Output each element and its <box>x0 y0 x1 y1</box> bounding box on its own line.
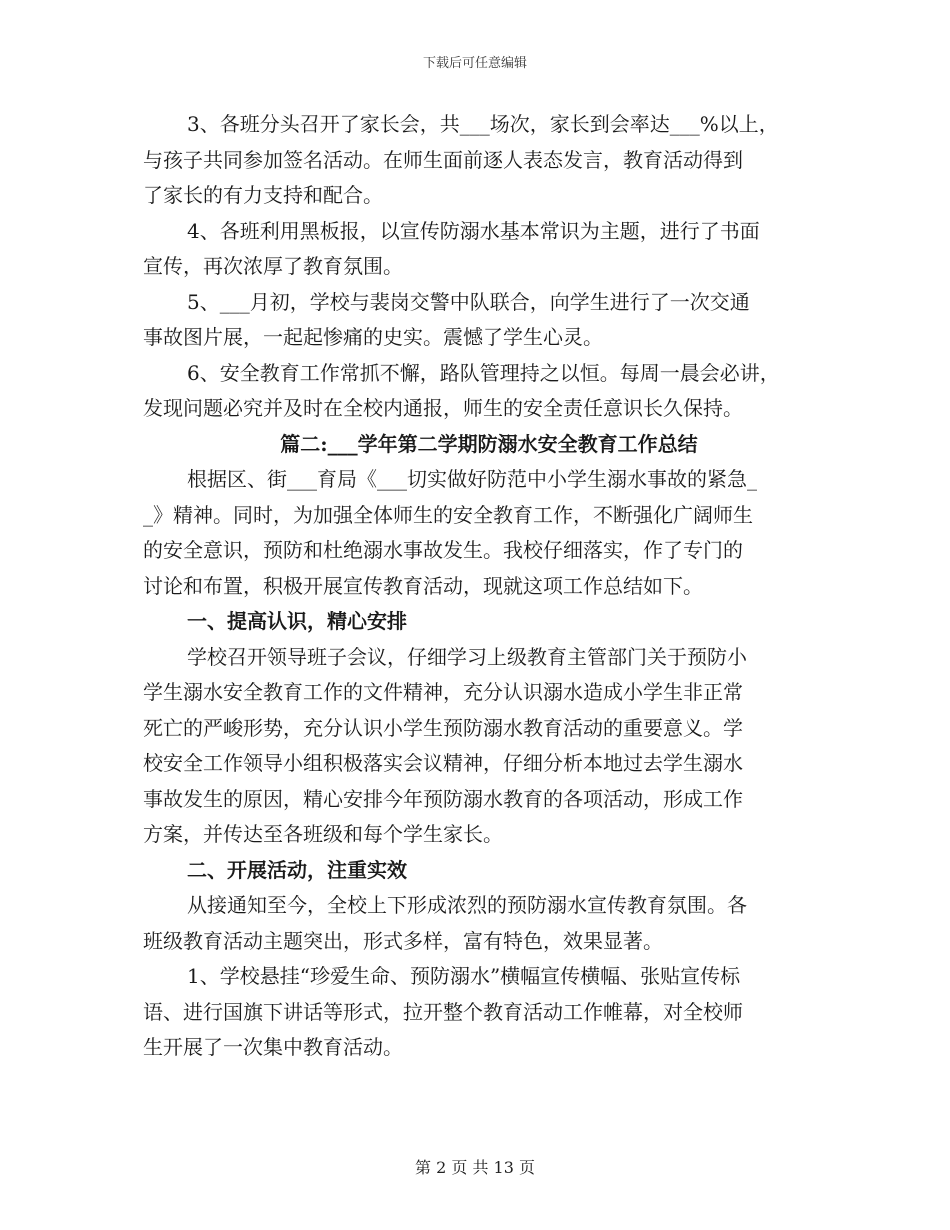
page-header: 下载后可任意编辑 <box>422 56 527 71</box>
text-line: 发现问题必究并及时在全校内通报，师生的安全责任意识长久保持。 <box>143 396 743 420</box>
text-line: 3、各班分头召开了家长会，共___场次，家长到会率达___%以上， <box>187 112 779 136</box>
text-line: 语、进行国旗下讲话等形式，拉开整个教育活动工作帷幕，对全校师 <box>143 999 743 1024</box>
text-line: 6、安全教育工作常抓不懈，路队管理持之以恒。每周一晨会必讲， <box>187 360 780 385</box>
document-body <box>143 107 815 1066</box>
page-footer: 第 2 页 共 13 页 <box>415 1158 535 1177</box>
text-line: 学生溺水安全教育工作的文件精神，充分认识溺水造成小学生非正常 <box>143 680 743 704</box>
text-line: _》精神。同时，为加强全体师生的安全教育工作，不断强化广阔师生 <box>143 502 753 527</box>
section-heading: 一、提高认识，精心安排 <box>187 609 407 633</box>
text-line: 班级教育活动主题突出，形式多样，富有特色，效果显著。 <box>143 928 663 953</box>
text-line: 4、各班利用黑板报，以宣传防溺水基本常识为主题，进行了书面 <box>187 218 760 243</box>
text-line: 1、学校悬挂“珍爱生命、预防溺水”横幅宣传横幅、张贴宣传标 <box>187 964 741 988</box>
text-line: 死亡的严峻形势，充分认识小学生预防溺水教育活动的重要意义。学 <box>143 715 743 740</box>
text-line: 根据区、街___育局《___切实做好防范中小学生溺水事故的紧急_ <box>187 467 757 491</box>
text-line: 讨论和布置，积极开展宣传教育活动，现就这项工作总结如下。 <box>143 573 703 598</box>
text-line: 与孩子共同参加签名活动。在师生面前逐人表态发言，教育活动得到 <box>143 147 743 172</box>
text-line: 5、___月初，学校与裴岗交警中队联合，向学生进行了一次交通 <box>187 289 750 314</box>
section-heading: 二、开展活动，注重实效 <box>187 857 407 882</box>
text-line: 生开展了一次集中教育活动。 <box>143 1035 403 1059</box>
text-line: 从接通知至今，全校上下形成浓烈的预防溺水宣传教育氛围。各 <box>187 893 747 917</box>
text-line: 宣传，再次浓厚了教育氛围。 <box>143 254 403 278</box>
text-line: 事故发生的原因，精心安排今年预防溺水教育的各项活动，形成工作 <box>143 786 743 811</box>
section-title: 篇二:___学年第二学期防溺水安全教育工作总结 <box>280 431 698 456</box>
text-line: 了家长的有力支持和配合。 <box>143 183 383 207</box>
text-line: 学校召开领导班子会议，仔细学习上级教育主管部门关于预防小 <box>187 644 747 669</box>
text-line: 事故图片展，一起起惨痛的史实。震憾了学生心灵。 <box>143 325 603 349</box>
text-line: 的安全意识，预防和杜绝溺水事故发生。我校仔细落实，作了专门的 <box>143 538 743 562</box>
text-line: 校安全工作领导小组积极落实会议精神，仔细分析本地过去学生溺水 <box>143 751 743 775</box>
text-line: 方案，并传达至各班级和每个学生家长。 <box>143 822 503 846</box>
